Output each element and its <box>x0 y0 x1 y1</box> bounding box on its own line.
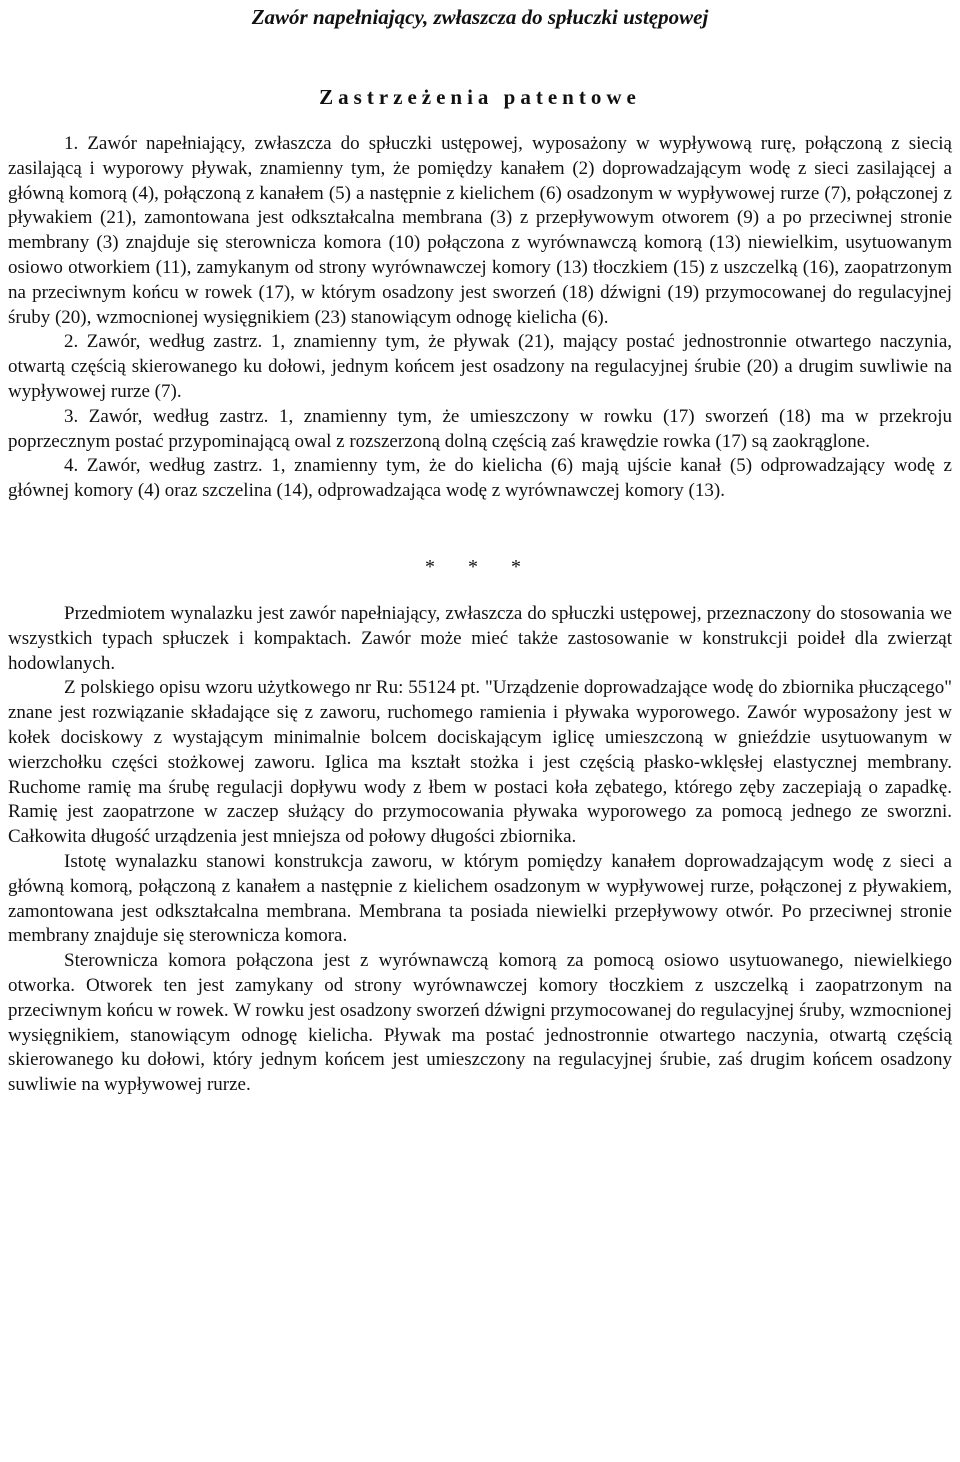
document-title: Zawór napełniający, zwłaszcza do spłuczki ustępowej <box>251 5 709 29</box>
claim-2: 2. Zawór, według zastrz. 1, znamienny tym, że pływak (21), mający postać jednostronnie otwartego naczynia, otwartą częścią skierowanego ku dołowi, jednym końcem jest osadzony na regulacyjnej śrubie (20) a drugim suwliwie na wypływowej rurze (7). <box>8 331 952 402</box>
claims-heading: Zastrzeżenia patentowe <box>319 85 641 109</box>
description-paragraph: Sterownicza komora połączona jest z wyrównawczą komorą za pomocą osiowo usytuowanego, niewielkiego otworka. Otworek ten jest zamykany od strony wyrównawczej komory tłoczkiem z uszczelką i zaopatrzonym na przeciwnym końcu w rowek. W rowku jest osadzony sworzeń dźwigni przymocowanej do regulacyjnej śruby, wzmocnionej wysięgnikiem, stanowiącym odnogę kielicha. Pływak ma postać jednostronnie otwartego naczynia, otwartą częścią skierowanego ku dołowi, który jednym końcem jest umieszczony na regulacyjnej śrubie, zaś drugim końcem osadzony suwliwie na wypływowej rurze. <box>8 950 952 1096</box>
description-section <box>8 602 952 1098</box>
description-paragraph: Przedmiotem wynalazku jest zawór napełniający, zwłaszcza do spłuczki ustępowej, przeznaczony do stosowania we wszystkich typach spłuczek i kompaktach. Zawór może mieć także zastosowanie w konstrukcji poideł dla zwierząt hodowlanych. <box>8 602 952 674</box>
description-paragraph: Istotę wynalazku stanowi konstrukcja zaworu, w którym pomiędzy kanałem doprowadzającym wodę z sieci a główną komorą, połączoną z kanałem a następnie z kielichem osadzonym w wypływowej rurze, połączonej z pływakiem, zamontowana jest odkształcalna membrana. Membrana ta posiada niewielki przepływowy otwór. Po przeciwnej stronie membrany znajduje się sterownicza komora. <box>8 850 952 947</box>
document-page <box>8 0 952 1462</box>
claim-3: 3. Zawór, według zastrz. 1, znamienny tym, że umieszczony w rowku (17) sworzeń (18) ma w przekroju poprzecznym postać przypominającą owal z rozszerzoną dolną częścią zaś krawędzie rowka (17) są zaokrąglone. <box>8 405 952 452</box>
claim-1: 1. Zawór napełniający, zwłaszcza do spłuczki ustępowej, wyposażony w wypływową rurę, połączoną z siecią zasilającą i wyporowy pływak, znamienny tym, że pomiędzy kanałem (2) doprowadzającym wodę z sieci zasilającej a główną komorą (4), połączoną z kanałem (5) a następnie z kielichem (6) osadzonym w wypływowej rurze (7), połączonej z pływakiem (21), zamontowana jest odkształcalna membrana (3) z przepływowym otworem (9) a po przeciwnej stronie membrany (3) znajduje się sterownicza komora (10) połączona z wyrównawczą komorą (13) niewielkim, usytuowanym osiowo otworkiem (11), zamykanym od strony wyrównawczej komory (13) tłoczkiem (15) z uszczelką (16), zaopatrzonym na przeciwnym końcu w rowek (17), w którym osadzony jest sworzeń (18) dźwigni (19) przymocowanej do regulacyjnej śruby (20), wzmocnionej wysięgnikiem (23) stanowiącym odnogę kielicha (6). <box>8 133 952 328</box>
claims-section <box>8 132 952 504</box>
description-paragraph: Z polskiego opisu wzoru użytkowego nr Ru: 55124 pt. "Urządzenie doprowadzające wodę do zbiornika płuczącego" znane jest rozwiązanie składające się z zaworu, ruchomego ramienia i pływaka wyporowego. Zawór wyposażony jest w kołek dociskowy z wystającym minimalnie bolcem dociskającym iglicę umieszczoną w gnieździe usytuowanym w wierzchołku części stożkowej zaworu. Iglica ma kształt stożka i jest częścią płasko-wklęsłej elastycznej membrany. Ruchome ramię ma śrubę regulacji dopływu wody z łbem w postaci koła zębatego, którego zęby zaczepiają o zapadkę. Ramię jest zaopatrzone w zaczep służący do przymocowania pływaka wyporowego za pomocą jednego ze sworzni. Całkowita długość urządzenia jest mniejsza od połowy długości zbiornika. <box>8 677 952 848</box>
claim-4: 4. Zawór, według zastrz. 1, znamienny tym, że do kielicha (6) mają ujście kanał (5) odprowadzający wodę z głównej komory (4) oraz szczelina (14), odprowadzająca wodę z wyrównawczej komory (13). <box>8 455 952 502</box>
section-separator: * * * <box>425 555 535 578</box>
